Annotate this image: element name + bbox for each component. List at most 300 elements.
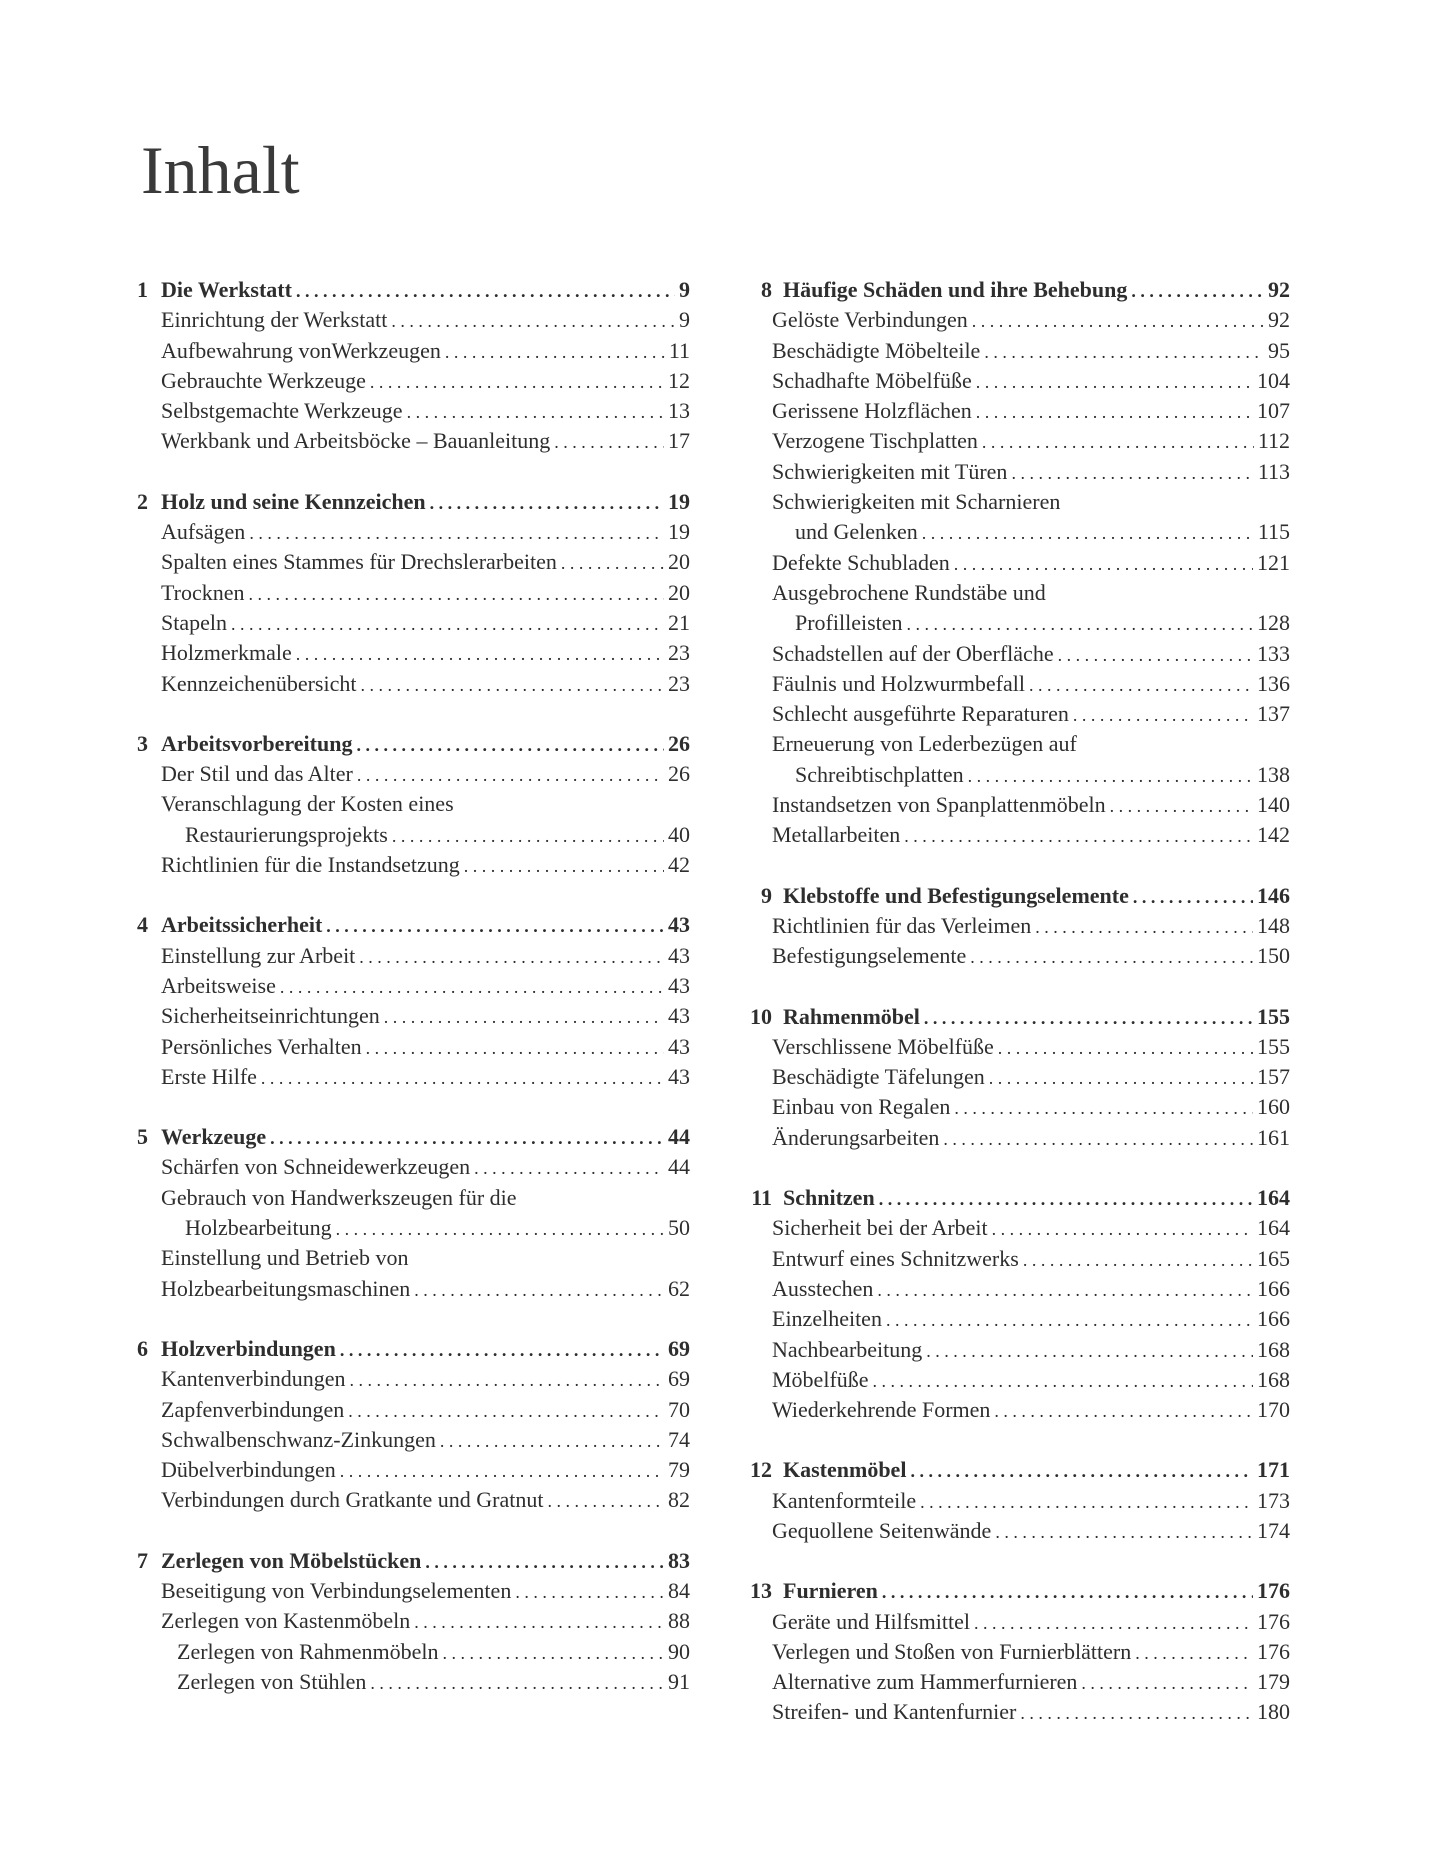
entry-title: Kennzeichenübersicht xyxy=(161,670,357,696)
entry-page: 43 xyxy=(668,1033,690,1059)
entry-page: 136 xyxy=(1257,670,1290,696)
entry-page: 176 xyxy=(1257,1608,1290,1634)
leader-dots xyxy=(1135,1637,1253,1668)
toc-entry[interactable] xyxy=(137,1606,690,1636)
toc-entry[interactable] xyxy=(727,1697,1290,1727)
entry-page: 84 xyxy=(668,1577,690,1603)
leader-dots xyxy=(1110,790,1253,821)
entry-title: Beschädigte Möbelteile xyxy=(772,337,981,363)
chapter-title: Häufige Schäden und ihre Behebung xyxy=(783,277,1128,302)
toc-chapter xyxy=(727,1455,1290,1546)
entry-title: Einrichtung der Werkstatt xyxy=(161,307,388,333)
toc-entry[interactable] xyxy=(727,1304,1290,1334)
toc-entry[interactable] xyxy=(727,336,1290,366)
leader-dots xyxy=(970,941,1253,972)
toc-entry[interactable] xyxy=(137,517,690,547)
toc-entry[interactable] xyxy=(727,911,1290,941)
toc-entry[interactable] xyxy=(727,699,1290,729)
toc-entry[interactable] xyxy=(137,608,690,638)
entry-title: Der Stil und das Alter xyxy=(161,761,353,787)
toc-entry[interactable] xyxy=(727,820,1290,850)
leader-dots xyxy=(984,336,1264,367)
entry-title: Befestigungselemente xyxy=(772,943,967,969)
leader-dots xyxy=(360,669,664,700)
toc-entry[interactable] xyxy=(137,1001,690,1031)
toc-chapter-heading[interactable] xyxy=(137,729,690,759)
entry-title: Richtlinien für das Verleimen xyxy=(772,912,1032,938)
toc-chapter-heading[interactable] xyxy=(137,1122,690,1152)
toc-entry[interactable] xyxy=(727,1335,1290,1365)
chapter-number: 13 xyxy=(750,1578,772,1604)
toc-entry[interactable] xyxy=(727,1607,1290,1637)
entry-page: 170 xyxy=(1257,1397,1290,1423)
entry-title: Metallarbeiten xyxy=(772,822,901,848)
entry-page: 19 xyxy=(668,519,690,545)
toc-entry[interactable] xyxy=(137,1425,690,1455)
entry-page: 26 xyxy=(668,761,690,787)
entry-title: Ausgebrochene Rundstäbe und xyxy=(772,579,1046,605)
toc-entry[interactable] xyxy=(727,1032,1290,1062)
toc-chapter-heading[interactable] xyxy=(727,275,1290,305)
leader-dots xyxy=(231,608,664,639)
leader-dots xyxy=(407,396,664,427)
leader-dots xyxy=(296,275,675,306)
toc-chapter-heading[interactable] xyxy=(727,1002,1290,1032)
toc-entry[interactable] xyxy=(727,578,1290,608)
leader-dots xyxy=(943,1123,1253,1154)
leader-dots xyxy=(879,1183,1253,1214)
leader-dots xyxy=(926,1335,1253,1366)
leader-dots xyxy=(357,759,664,790)
toc-entry[interactable] xyxy=(137,1455,690,1485)
leader-dots xyxy=(1058,639,1253,670)
leader-dots xyxy=(296,638,664,669)
entry-title: Einzelheiten xyxy=(772,1306,882,1332)
entry-title: Aufbewahrung vonWerkzeugen xyxy=(161,337,441,363)
leader-dots xyxy=(976,366,1253,397)
toc-chapter-heading[interactable] xyxy=(727,1183,1290,1213)
entry-page: 166 xyxy=(1257,1306,1290,1332)
entry-page: 115 xyxy=(1257,519,1290,545)
leader-dots xyxy=(924,1002,1253,1033)
toc-chapter xyxy=(727,275,1290,851)
toc-chapter xyxy=(137,275,690,457)
entry-page: 150 xyxy=(1257,943,1290,969)
leader-dots xyxy=(920,1486,1253,1517)
leader-dots xyxy=(886,1304,1253,1335)
entry-page: 90 xyxy=(668,1638,690,1664)
leader-dots xyxy=(392,820,664,851)
entry-title: Richtlinien für die Instandsetzung xyxy=(161,852,460,878)
toc-chapter-heading[interactable] xyxy=(137,275,690,305)
toc-entry-continued[interactable] xyxy=(727,760,1290,790)
toc-entry[interactable] xyxy=(727,1637,1290,1667)
chapter-title: Schnitzen xyxy=(783,1185,875,1211)
leader-dots xyxy=(1073,699,1253,730)
chapter-number: 7 xyxy=(137,1547,148,1573)
entry-title-continued: Holzbearbeitungsmaschinen xyxy=(161,1275,411,1301)
entry-title: Beschädigte Täfelungen xyxy=(772,1064,985,1090)
leader-dots xyxy=(1131,275,1264,306)
toc-column-right xyxy=(727,275,1290,1758)
leader-dots xyxy=(340,1334,664,1365)
entry-title: Ausstechen xyxy=(772,1275,874,1301)
toc-entry[interactable] xyxy=(137,1485,690,1515)
toc-entry[interactable] xyxy=(727,396,1290,426)
toc-entry[interactable] xyxy=(137,850,690,880)
entry-title: Selbstgemachte Werkzeuge xyxy=(161,398,403,424)
entry-page: 165 xyxy=(1257,1245,1290,1271)
entry-page: 43 xyxy=(668,942,690,968)
entry-page: 148 xyxy=(1257,912,1290,938)
toc-entry[interactable] xyxy=(137,1637,690,1667)
leader-dots xyxy=(261,1062,664,1093)
chapter-number: 12 xyxy=(750,1457,772,1483)
toc-entry[interactable] xyxy=(727,457,1290,487)
entry-page: 43 xyxy=(668,1003,690,1029)
entry-title: Verzogene Tischplatten xyxy=(772,428,978,454)
chapter-number: 8 xyxy=(761,277,772,302)
chapter-title: Die Werkstatt xyxy=(161,277,292,302)
entry-title: Instandsetzen von Spanplattenmöbeln xyxy=(772,792,1106,818)
leader-dots xyxy=(954,1092,1253,1123)
toc-entry-continued[interactable] xyxy=(727,517,1290,547)
entry-title: Veranschlagung der Kosten eines xyxy=(161,791,454,817)
leader-dots xyxy=(359,941,664,972)
toc-chapter xyxy=(137,1546,690,1697)
leader-dots xyxy=(326,910,664,941)
leader-dots xyxy=(515,1576,664,1607)
entry-page: 17 xyxy=(668,428,690,454)
entry-page: 40 xyxy=(668,821,690,847)
toc-entry[interactable] xyxy=(137,1183,690,1213)
entry-title: Spalten eines Stammes für Drechslerarbeiten xyxy=(161,549,557,575)
leader-dots xyxy=(414,1274,664,1305)
chapter-title: Arbeitsvorbereitung xyxy=(161,730,353,756)
toc-entry[interactable] xyxy=(727,1395,1290,1425)
entry-title: Alternative zum Hammerfurnieren xyxy=(772,1669,1078,1695)
chapter-title: Kastenmöbel xyxy=(783,1457,907,1483)
toc-entry[interactable] xyxy=(137,789,690,819)
chapter-title: Rahmenmöbel xyxy=(783,1003,920,1029)
leader-dots xyxy=(1035,911,1253,942)
entry-page: 155 xyxy=(1257,1033,1290,1059)
chapter-page: 83 xyxy=(668,1547,690,1573)
chapter-title: Arbeitssicherheit xyxy=(161,912,323,938)
toc-entry[interactable] xyxy=(137,1395,690,1425)
chapter-number: 9 xyxy=(761,882,772,908)
chapter-number: 3 xyxy=(137,730,148,756)
chapter-page: 92 xyxy=(1268,277,1290,302)
entry-title: Zerlegen von Stühlen xyxy=(177,1668,367,1694)
leader-dots xyxy=(1029,669,1253,700)
entry-page: 138 xyxy=(1257,761,1290,787)
entry-page: 157 xyxy=(1257,1064,1290,1090)
entry-title: Änderungsarbeiten xyxy=(772,1124,940,1150)
leader-dots xyxy=(976,396,1253,427)
entry-title: Gebrauch von Handwerkszeugen für die xyxy=(161,1184,517,1210)
toc-entry[interactable] xyxy=(137,426,690,456)
toc-entry[interactable] xyxy=(727,1062,1290,1092)
entry-title: Streifen- und Kantenfurnier xyxy=(772,1699,1017,1725)
toc-entry[interactable] xyxy=(137,669,690,699)
toc-entry[interactable] xyxy=(727,1486,1290,1516)
chapter-page: 155 xyxy=(1257,1003,1290,1029)
entry-title-continued: und Gelenken xyxy=(795,519,918,545)
toc-chapter-heading[interactable] xyxy=(137,487,690,517)
entry-title: Gebrauchte Werkzeuge xyxy=(161,367,366,393)
entry-page: 11 xyxy=(668,337,690,363)
entry-page: 166 xyxy=(1257,1275,1290,1301)
toc-entry[interactable] xyxy=(137,396,690,426)
entry-page: 161 xyxy=(1257,1124,1290,1150)
entry-page: 42 xyxy=(668,852,690,878)
toc-entry-continued[interactable] xyxy=(137,1213,690,1243)
toc-chapter xyxy=(137,729,690,880)
toc-entry[interactable] xyxy=(727,1244,1290,1274)
toc-entry-continued[interactable] xyxy=(727,608,1290,638)
chapter-page: 9 xyxy=(679,277,690,302)
entry-page: 91 xyxy=(668,1668,690,1694)
toc-chapter xyxy=(727,1576,1290,1727)
entry-page: 9 xyxy=(679,307,690,333)
leader-dots xyxy=(873,1365,1253,1396)
leader-dots xyxy=(384,1001,664,1032)
toc-entry[interactable] xyxy=(137,1576,690,1606)
leader-dots xyxy=(370,366,664,397)
entry-page: 12 xyxy=(668,367,690,393)
toc-chapter xyxy=(137,910,690,1092)
chapter-number: 5 xyxy=(137,1124,148,1150)
leader-dots xyxy=(270,1122,664,1153)
entry-page: 173 xyxy=(1257,1487,1290,1513)
toc-entry-continued[interactable] xyxy=(137,1274,690,1304)
entry-page: 160 xyxy=(1257,1094,1290,1120)
toc-entry[interactable] xyxy=(137,336,690,366)
chapter-title: Werkzeuge xyxy=(161,1124,267,1150)
entry-page: 43 xyxy=(668,972,690,998)
toc-entry[interactable] xyxy=(137,1364,690,1394)
chapter-number: 11 xyxy=(751,1185,772,1211)
toc-entry[interactable] xyxy=(137,1152,690,1182)
entry-title: Schwierigkeiten mit Türen xyxy=(772,458,1008,484)
leader-dots xyxy=(954,548,1253,579)
chapter-page: 164 xyxy=(1257,1185,1290,1211)
toc-chapter-heading[interactable] xyxy=(727,1455,1290,1485)
toc-entry[interactable] xyxy=(727,1123,1290,1153)
entry-title: Verlegen und Stoßen von Furnierblättern xyxy=(772,1638,1132,1664)
toc-entry[interactable] xyxy=(727,790,1290,820)
toc-entry[interactable] xyxy=(137,1667,690,1697)
chapter-title: Klebstoffe und Befestigungselemente xyxy=(783,882,1129,908)
chapter-page: 19 xyxy=(668,488,690,514)
leader-dots xyxy=(336,1213,664,1244)
leader-dots xyxy=(1023,1244,1253,1275)
entry-title: Zerlegen von Kastenmöbeln xyxy=(161,1608,411,1634)
toc-entry[interactable] xyxy=(727,729,1290,759)
toc-chapter-heading[interactable] xyxy=(727,1576,1290,1606)
entry-page: 176 xyxy=(1257,1638,1290,1664)
entry-title: Einstellung und Betrieb von xyxy=(161,1245,409,1271)
entry-title: Gelöste Verbindungen xyxy=(772,307,968,333)
entry-title-continued: Profilleisten xyxy=(795,610,903,636)
toc-chapter-heading[interactable] xyxy=(137,910,690,940)
entry-page: 168 xyxy=(1257,1366,1290,1392)
entry-page: 69 xyxy=(668,1366,690,1392)
toc-chapter xyxy=(727,1002,1290,1153)
leader-dots xyxy=(356,729,664,760)
entry-title: Schadstellen auf der Oberfläche xyxy=(772,640,1054,666)
entry-page: 79 xyxy=(668,1457,690,1483)
toc-chapter xyxy=(727,881,1290,972)
entry-page: 174 xyxy=(1257,1517,1290,1543)
chapter-number: 4 xyxy=(137,912,148,938)
entry-title: Geräte und Hilfsmittel xyxy=(772,1608,970,1634)
leader-dots xyxy=(1081,1667,1253,1698)
toc-entry[interactable] xyxy=(727,487,1290,517)
entry-title: Stapeln xyxy=(161,609,227,635)
leader-dots xyxy=(414,1606,664,1637)
leader-dots xyxy=(561,547,664,578)
chapter-page: 176 xyxy=(1257,1578,1290,1604)
leader-dots xyxy=(968,760,1253,791)
entry-title: Dübelverbindungen xyxy=(161,1457,336,1483)
leader-dots xyxy=(440,1425,664,1456)
toc-entry[interactable] xyxy=(727,1667,1290,1697)
entry-page: 179 xyxy=(1257,1669,1290,1695)
leader-dots xyxy=(425,1546,664,1577)
leader-dots xyxy=(972,305,1264,336)
toc-entry-continued[interactable] xyxy=(137,820,690,850)
entry-title: Zapfenverbindungen xyxy=(161,1396,345,1422)
toc-entry[interactable] xyxy=(727,1213,1290,1243)
page-title: Inhalt xyxy=(141,132,300,208)
toc-entry[interactable] xyxy=(727,669,1290,699)
entry-title: Gequollene Seitenwände xyxy=(772,1517,992,1543)
entry-page: 180 xyxy=(1257,1699,1290,1725)
entry-title: Einbau von Regalen xyxy=(772,1094,951,1120)
entry-title: Erneuerung von Lederbezügen auf xyxy=(772,731,1077,757)
toc-entry[interactable] xyxy=(137,1243,690,1273)
leader-dots xyxy=(442,1637,664,1668)
chapter-page: 26 xyxy=(668,730,690,756)
entry-page: 137 xyxy=(1257,701,1290,727)
toc-entry[interactable] xyxy=(727,426,1290,456)
entry-title-continued: Schreibtischplatten xyxy=(795,761,964,787)
leader-dots xyxy=(474,1152,664,1183)
toc-entry[interactable] xyxy=(137,305,690,335)
toc-entry[interactable] xyxy=(137,638,690,668)
toc-entry[interactable] xyxy=(727,305,1290,335)
leader-dots xyxy=(910,1455,1253,1486)
toc-chapter xyxy=(137,1122,690,1304)
entry-page: 50 xyxy=(668,1215,690,1241)
toc-entry[interactable] xyxy=(727,639,1290,669)
toc-chapter xyxy=(137,487,690,699)
entry-page: 133 xyxy=(1257,640,1290,666)
entry-page: 128 xyxy=(1257,610,1290,636)
entry-title: Aufsägen xyxy=(161,519,246,545)
toc-chapter-heading[interactable] xyxy=(137,1334,690,1364)
entry-title: Sicherheit bei der Arbeit xyxy=(772,1215,988,1241)
entry-title: Schwierigkeiten mit Scharnieren xyxy=(772,489,1061,515)
entry-title: Schadhafte Möbelfüße xyxy=(772,367,972,393)
entry-page: 92 xyxy=(1268,307,1290,333)
leader-dots xyxy=(249,517,664,548)
entry-title: Schwalbenschwanz-Zinkungen xyxy=(161,1426,436,1452)
leader-dots xyxy=(340,1455,664,1486)
leader-dots xyxy=(348,1395,664,1426)
chapter-page: 43 xyxy=(668,912,690,938)
entry-title: Kantenverbindungen xyxy=(161,1366,346,1392)
entry-title: Nachbearbeitung xyxy=(772,1336,923,1362)
chapter-number: 2 xyxy=(137,488,148,514)
toc-entry[interactable] xyxy=(727,1274,1290,1304)
leader-dots xyxy=(982,426,1254,457)
toc-entry[interactable] xyxy=(137,366,690,396)
toc-entry[interactable] xyxy=(727,1092,1290,1122)
entry-page: 44 xyxy=(668,1154,690,1180)
entry-page: 20 xyxy=(668,579,690,605)
entry-page: 113 xyxy=(1257,458,1290,484)
chapter-page: 44 xyxy=(668,1124,690,1150)
toc-entry[interactable] xyxy=(727,366,1290,396)
chapter-title: Furnieren xyxy=(783,1578,878,1604)
entry-title: Arbeitsweise xyxy=(161,972,276,998)
entry-title: Wiederkehrende Formen xyxy=(772,1397,991,1423)
toc-entry[interactable] xyxy=(137,547,690,577)
entry-page: 43 xyxy=(668,1063,690,1089)
chapter-title: Holz und seine Kennzeichen xyxy=(161,488,426,514)
leader-dots xyxy=(350,1364,665,1395)
entry-title: Möbelfüße xyxy=(772,1366,869,1392)
toc-chapter-heading[interactable] xyxy=(137,1546,690,1576)
entry-title: Verbindungen durch Gratkante und Gratnut xyxy=(161,1487,544,1513)
toc-entry[interactable] xyxy=(137,941,690,971)
entry-page: 88 xyxy=(668,1608,690,1634)
toc-entry[interactable] xyxy=(727,1516,1290,1546)
toc-entry[interactable] xyxy=(137,759,690,789)
leader-dots xyxy=(370,1667,664,1698)
entry-title: Gerissene Holzflächen xyxy=(772,398,972,424)
entry-title-continued: Restaurierungsprojekts xyxy=(185,821,388,847)
entry-page: 140 xyxy=(1257,792,1290,818)
entry-page: 23 xyxy=(668,640,690,666)
chapter-number: 1 xyxy=(137,277,148,302)
entry-title: Holzmerkmale xyxy=(161,640,292,666)
entry-title: Defekte Schubladen xyxy=(772,549,950,575)
toc-entry[interactable] xyxy=(727,548,1290,578)
toc-chapter-heading[interactable] xyxy=(727,881,1290,911)
toc-entry[interactable] xyxy=(137,971,690,1001)
chapter-page: 146 xyxy=(1257,882,1290,908)
toc-entry[interactable] xyxy=(137,1062,690,1092)
toc-entry[interactable] xyxy=(137,578,690,608)
leader-dots xyxy=(1011,457,1253,488)
entry-title: Erste Hilfe xyxy=(161,1063,257,1089)
entry-page: 82 xyxy=(668,1487,690,1513)
toc-entry[interactable] xyxy=(727,941,1290,971)
leader-dots xyxy=(430,487,664,518)
chapter-title: Holzverbindungen xyxy=(161,1335,336,1361)
entry-title: Werkbank und Arbeitsböcke – Bauanleitung xyxy=(161,428,551,454)
entry-page: 21 xyxy=(668,609,690,635)
toc-entry[interactable] xyxy=(137,1032,690,1062)
toc-entry[interactable] xyxy=(727,1365,1290,1395)
entry-page: 95 xyxy=(1268,337,1290,363)
entry-title: Einstellung zur Arbeit xyxy=(161,942,356,968)
leader-dots xyxy=(907,608,1253,639)
